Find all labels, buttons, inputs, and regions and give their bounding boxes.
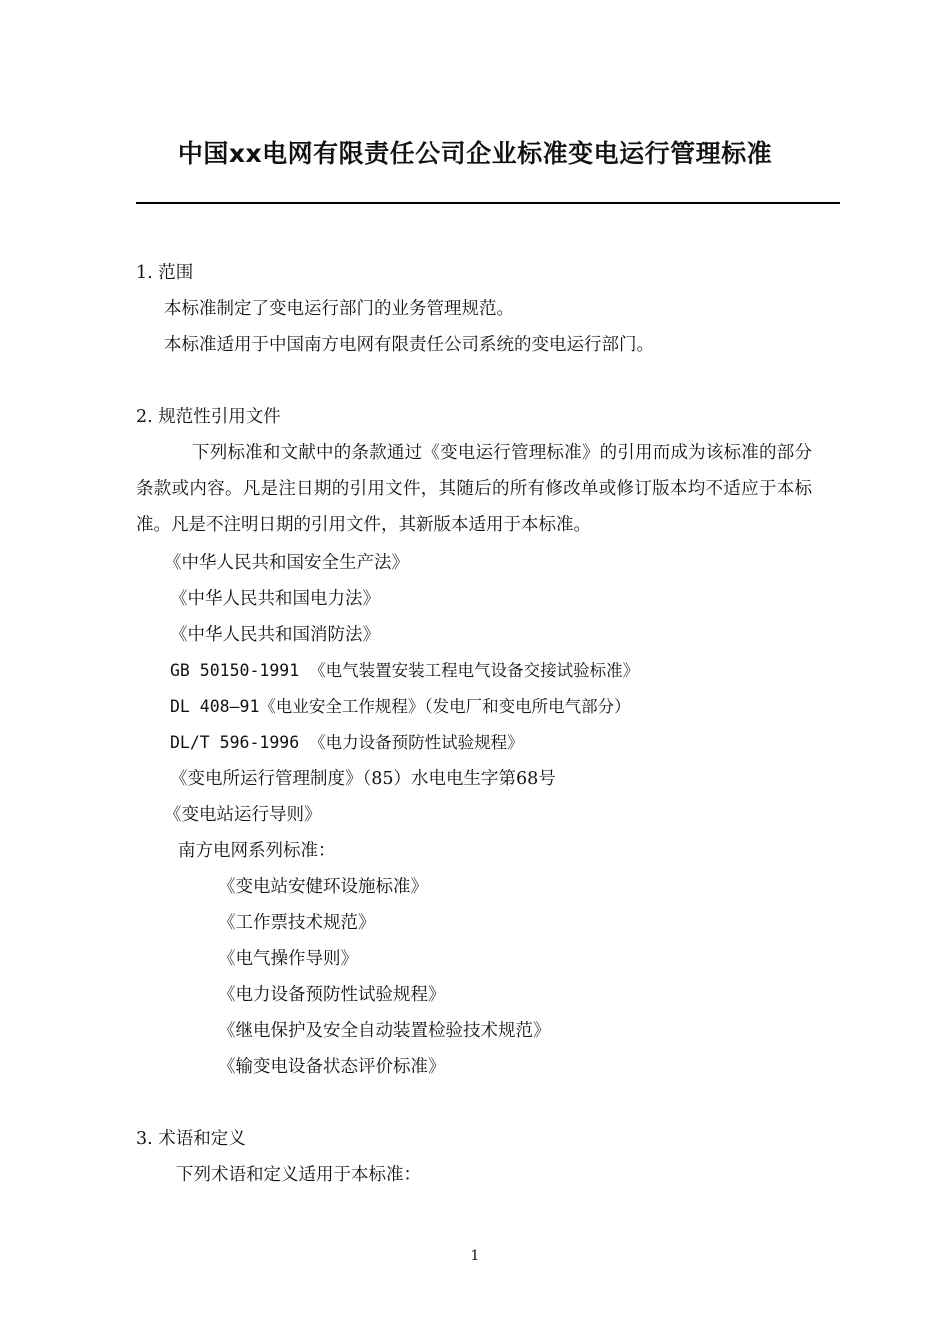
- series-standard-item: 《输变电设备状态评价标准》: [218, 1057, 446, 1077]
- section-1-line-1: 本标准制定了变电运行部门的业务管理规范。: [164, 299, 514, 319]
- reference-item: 《变电站运行导则》: [164, 805, 322, 825]
- section-2-heading: 2. 规范性引用文件: [136, 407, 281, 427]
- reference-item: 《中华人民共和国安全生产法》: [164, 553, 409, 573]
- title-divider: [136, 202, 840, 204]
- series-standard-item: 《变电站安健环设施标准》: [218, 877, 428, 897]
- series-standard-item: 《工作票技术规范》: [218, 913, 376, 933]
- reference-item: DL/T 596-1996 《电力设备预防性试验规程》: [170, 733, 524, 752]
- reference-item: DL 408—91《电业安全工作规程》（发电厂和变电所电气部分）: [170, 697, 631, 716]
- section-1-line-2: 本标准适用于中国南方电网有限责任公司系统的变电运行部门。: [164, 335, 654, 355]
- reference-item: 《变电所运行管理制度》（85）水电电生字第68号: [170, 769, 556, 789]
- series-standard-item: 《电力设备预防性试验规程》: [218, 985, 446, 1005]
- reference-item: 《中华人民共和国电力法》: [170, 589, 380, 609]
- page-number: 1: [470, 1248, 480, 1264]
- section-2-paragraph: 下列标准和文献中的条款通过《变电运行管理标准》的引用而成为该标准的部分条款或内容。凡是注日期的引用文件，其随后的所有修改单或修订版本均不适应于本标准。凡是不注明日期的引用文件，其新版本适用于本标准。: [136, 443, 812, 535]
- series-standards-heading: 南方电网系列标准：: [178, 841, 336, 861]
- section-1-heading: 1. 范围: [136, 263, 194, 283]
- section-3-line-1: 下列术语和定义适用于本标准：: [176, 1165, 421, 1185]
- section-3-heading: 3. 术语和定义: [136, 1129, 246, 1149]
- document-title: 中国xx电网有限责任公司企业标准变电运行管理标准: [177, 139, 773, 168]
- series-standard-item: 《继电保护及安全自动装置检验技术规范》: [218, 1021, 551, 1041]
- reference-item: 《中华人民共和国消防法》: [170, 625, 380, 645]
- series-standard-item: 《电气操作导则》: [218, 949, 358, 969]
- reference-item: GB 50150-1991 《电气装置安装工程电气设备交接试验标准》: [170, 661, 640, 680]
